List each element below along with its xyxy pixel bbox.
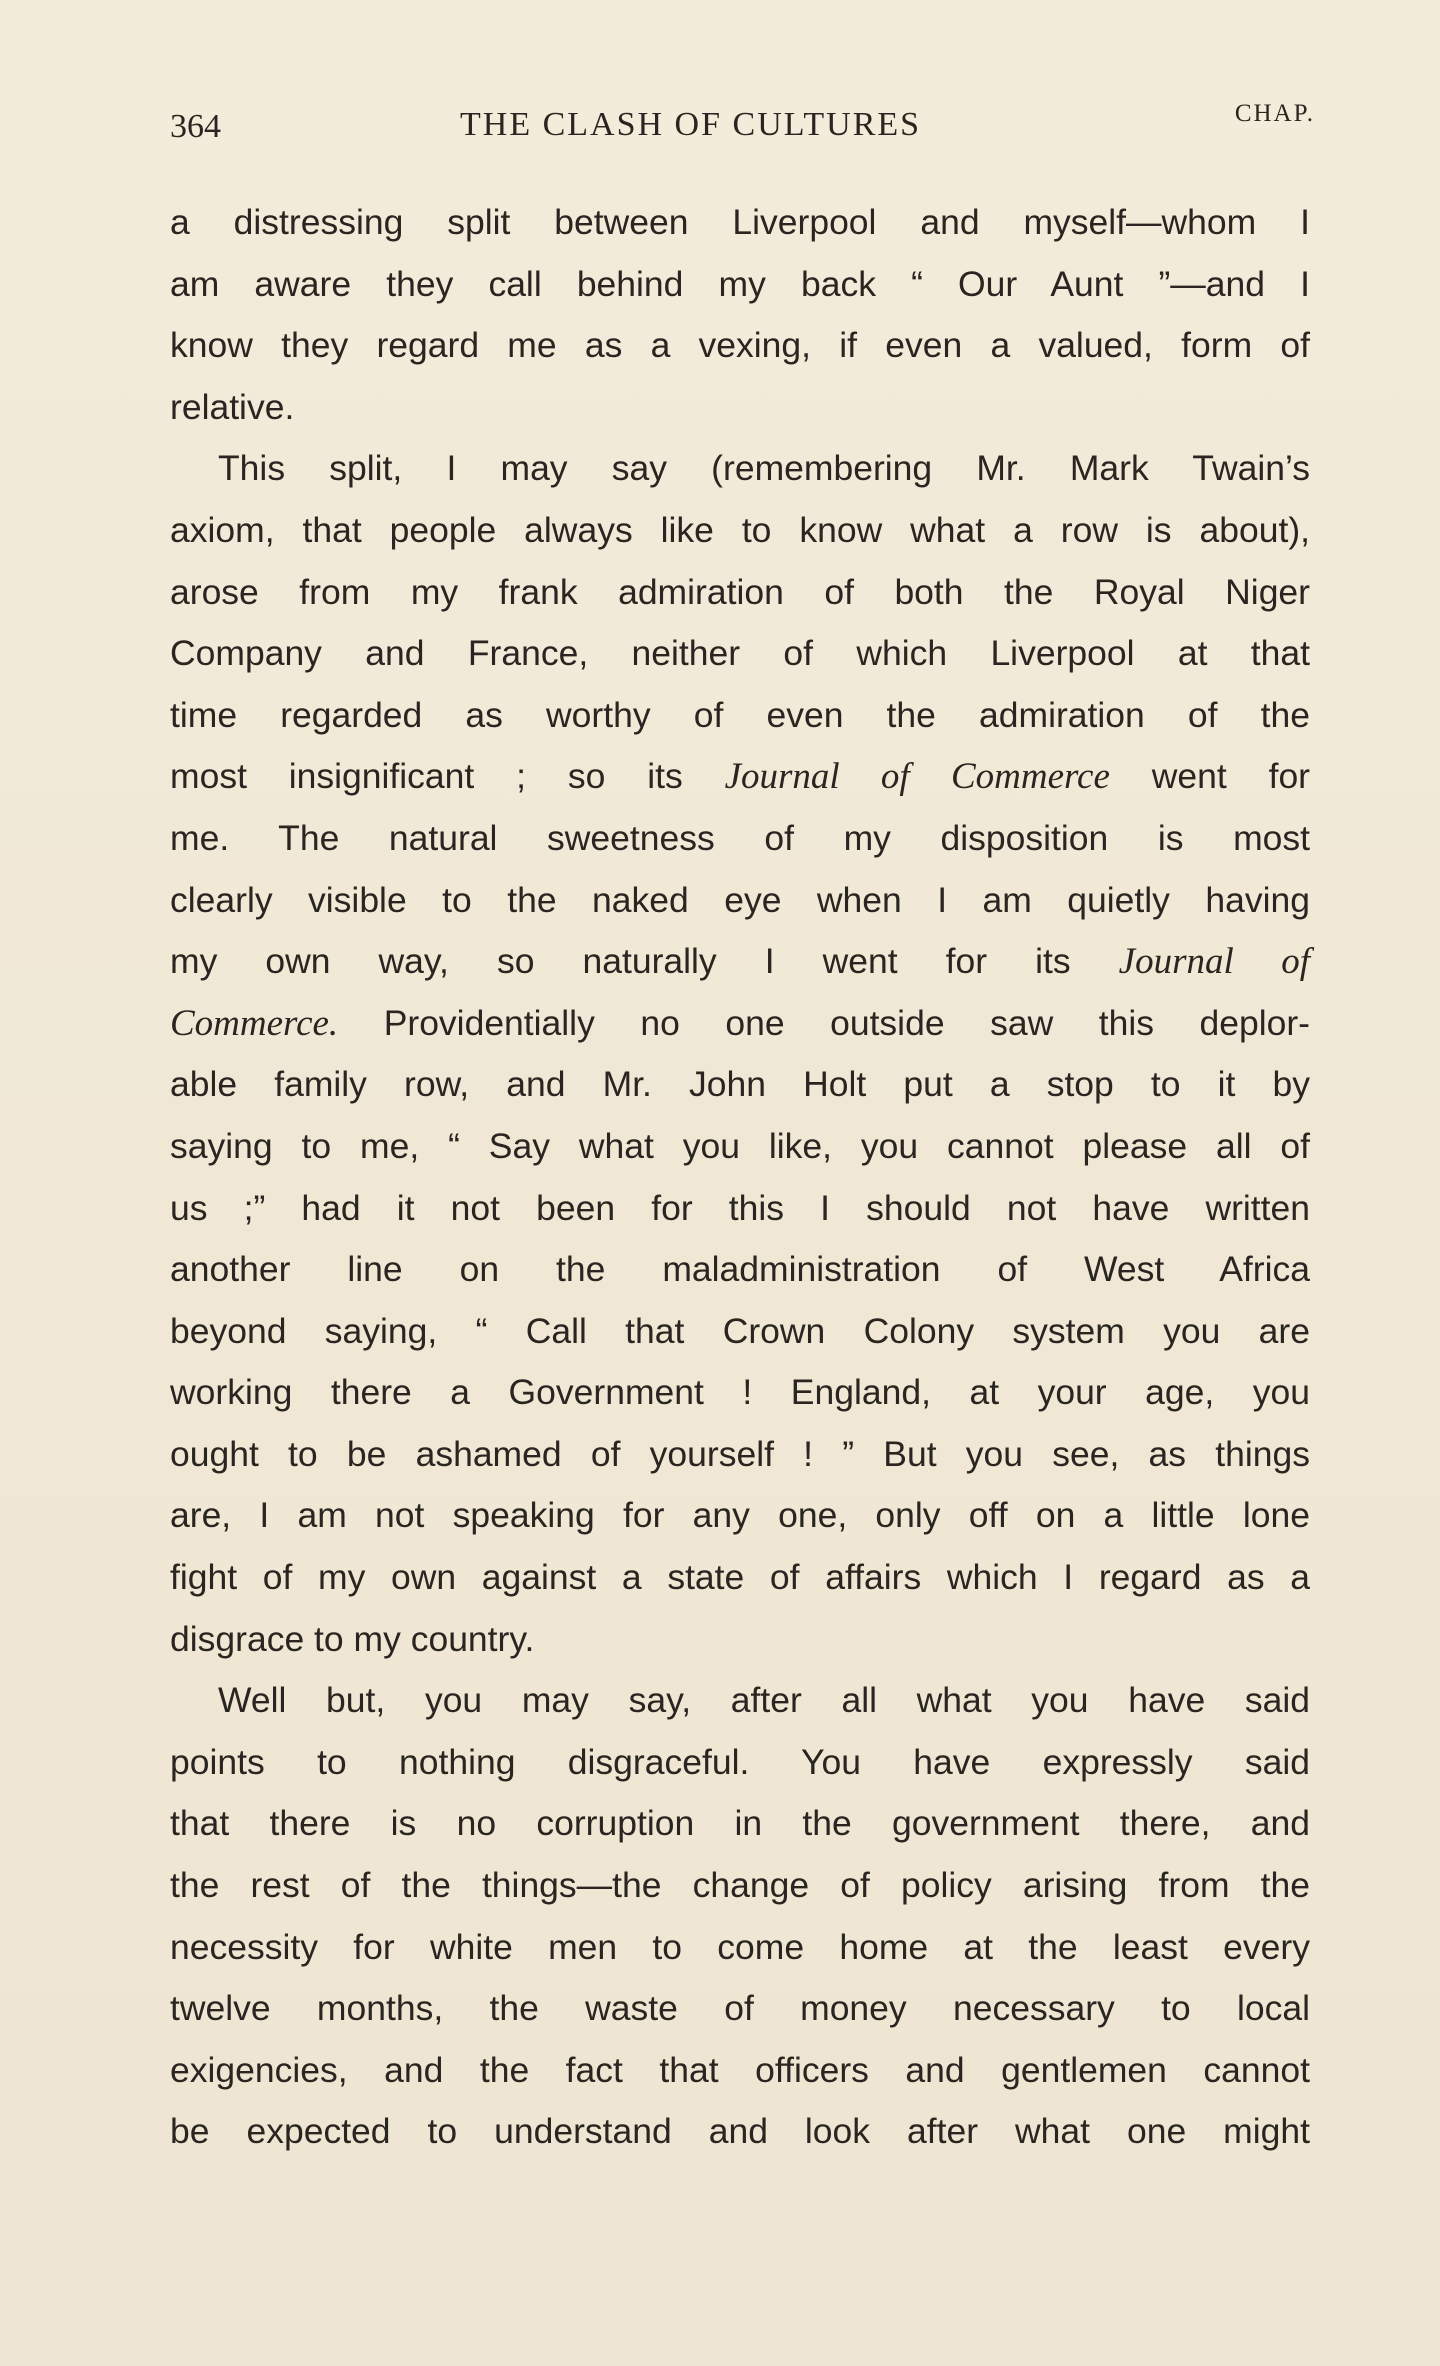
text-line [170, 746, 1310, 808]
paragraph-3 [170, 1670, 1310, 2163]
paragraph-1 [170, 192, 1310, 438]
text-line: beyond saying, “ Call that Crown Colony system you are [170, 1310, 1310, 1351]
text-line: necessity for white men to come home at the least every [170, 1926, 1310, 1967]
text-line: axiom, that people always like to know what a row is about), [170, 509, 1310, 550]
text-line: another line on the maladministration of West Africa [170, 1249, 1310, 1290]
text-line: relative. [170, 386, 295, 427]
text-line: arose from my frank admiration of both the Royal Niger [170, 571, 1310, 612]
page-number: 364 [170, 108, 221, 145]
text-line: clearly visible to the naked eye when I am quietly having [170, 879, 1310, 920]
text-line: time regarded as worthy of even the admiration of the [170, 694, 1310, 735]
text-line: us ;” had it not been for this I should not have written [170, 1187, 1310, 1228]
text-line: exigencies, and the fact that officers and gentlemen cannot [170, 2049, 1310, 2090]
text-line: be expected to understand and look after what one might [170, 2111, 1310, 2152]
text-line: know they regard me as a vexing, if even a valued, form of [170, 325, 1310, 366]
text-run: went for [1109, 756, 1311, 797]
running-head [170, 100, 1315, 160]
text-line [170, 931, 1310, 993]
text-line: that there is no corruption in the government there, and [170, 1803, 1310, 1844]
paragraph-2 [170, 438, 1310, 1670]
body-text [170, 192, 1310, 2163]
text-line: am aware they call behind my back “ Our Aunt ”—and I [170, 263, 1310, 304]
running-title: THE CLASH OF CULTURES [460, 106, 922, 143]
journal-title-italic: Journal of [1118, 941, 1310, 983]
journal-title-italic: Commerce. [170, 1002, 339, 1044]
text-line: are, I am not speaking for any one, only off on a little lone [170, 1495, 1310, 1536]
text-line: fight of my own against a state of affairs which I regard as a [170, 1557, 1310, 1598]
text-line [170, 993, 1310, 1055]
text-line: ought to be ashamed of yourself ! ” But you see, as things [170, 1433, 1310, 1474]
text-line: twelve months, the waste of money necessary to local [170, 1988, 1310, 2029]
text-line: This split, I may say (remembering Mr. Mark Twain’s [218, 448, 1310, 489]
text-line: Well but, you may say, after all what you have said [218, 1680, 1310, 1721]
text-line: Company and France, neither of which Liverpool at that [170, 633, 1310, 674]
text-run: my own way, so naturally I went for its [170, 941, 1119, 982]
chapter-abbreviation: CHAP. [1234, 100, 1315, 127]
text-line: saying to me, “ Say what you like, you cannot please all of [170, 1125, 1310, 1166]
text-line: disgrace to my country. [170, 1618, 535, 1659]
text-line: able family row, and Mr. John Holt put a stop to it by [170, 1064, 1310, 1105]
text-line: working there a Government ! England, at your age, you [170, 1372, 1310, 1413]
text-run: most insignificant ; so its [170, 756, 725, 797]
text-line: a distressing split between Liverpool and myself—whom I [170, 202, 1310, 242]
text-line: the rest of the things—the change of policy arising from the [170, 1865, 1310, 1906]
text-line: me. The natural sweetness of my disposition is most [170, 817, 1310, 858]
text-line: points to nothing disgraceful. You have expressly said [170, 1741, 1310, 1782]
text-run: Providentially no one outside saw this deplor- [338, 1002, 1310, 1043]
journal-title-italic: Journal of Commerce [724, 756, 1110, 798]
